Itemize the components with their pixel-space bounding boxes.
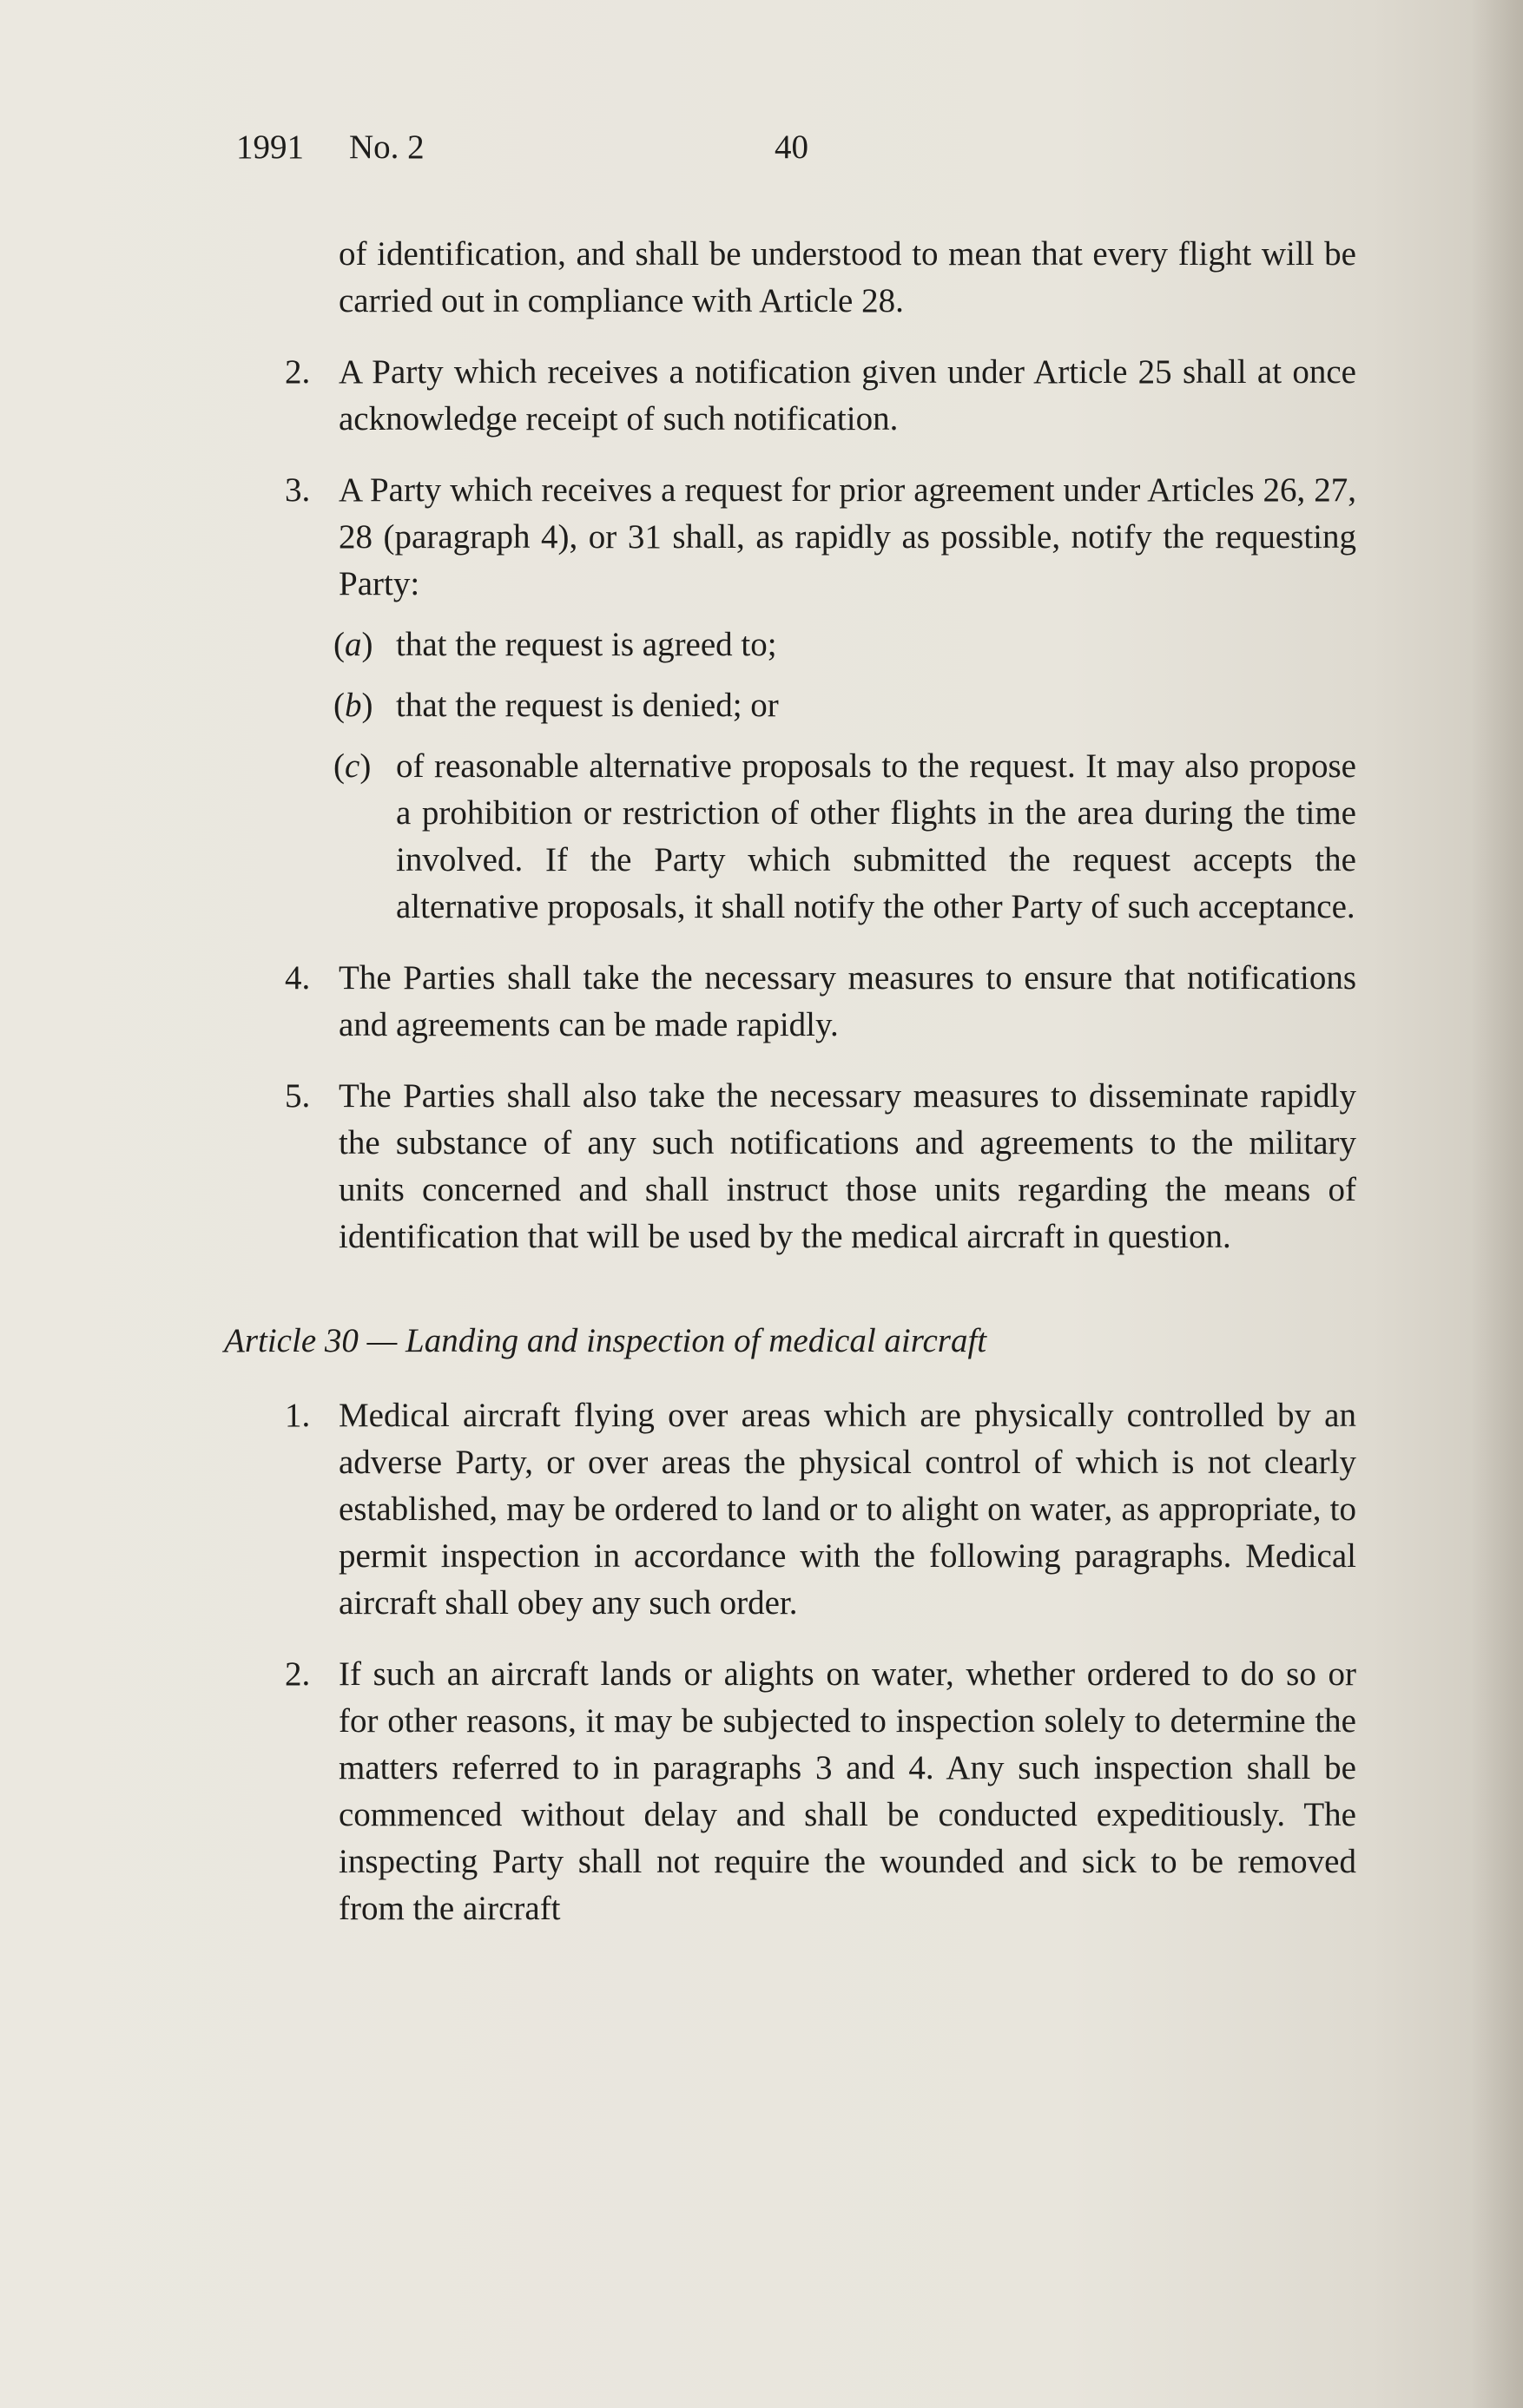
- paragraph-3: [260, 467, 1356, 608]
- paragraph-4: [260, 955, 1356, 1049]
- paragraph-text: A Party which receives a notification given under Article 25 shall at once acknowledge receipt of such notification.: [339, 353, 1356, 438]
- subitem-label: (c): [333, 747, 372, 785]
- paragraph-number: 1.: [285, 1397, 311, 1434]
- article-heading: Article 30 — Landing and inspection of medical aircraft: [224, 1322, 987, 1359]
- subitem-a: [260, 622, 1356, 668]
- paragraph-text: If such an aircraft lands or alights on water, whether ordered to do so or for other reasons, it may be subjected to inspection solely to determine the matters referred to in paragraphs 3 and 4. Any such inspection shall be commenced without delay and shall be conducted expeditiously. The inspecting Party shall not require the wounded and sick to be removed from the aircraft: [339, 1655, 1356, 1927]
- paragraph-text: The Parties shall also take the necessary measures to disseminate rapidly the substance of any such notifications and agreements to the military units concerned and shall instruct those units regarding the means of identification that will be used by the medical aircraft in question.: [339, 1077, 1356, 1255]
- subitem-c: [260, 743, 1356, 931]
- subitem-b: [260, 682, 1356, 729]
- article-paragraph-2: [260, 1651, 1356, 1932]
- article-paragraph-1: [260, 1392, 1356, 1627]
- paragraph-number: 2.: [285, 1655, 311, 1693]
- paragraph-2: [260, 349, 1356, 443]
- paragraph-text: A Party which receives a request for prior agreement under Articles 26, 27, 28 (paragraph 4), or 31 shall, as rapidly as possible, notify the requesting Party:: [339, 471, 1356, 602]
- page-header: [236, 127, 808, 168]
- paragraph-number: 2.: [285, 353, 311, 391]
- subitem-label: (a): [333, 626, 373, 663]
- page-edge-shadow: [1471, 0, 1523, 2408]
- page-number: 40: [775, 128, 808, 166]
- subitem-label: (b): [333, 687, 373, 724]
- paragraph-text: The Parties shall take the necessary measures to ensure that notifications and agreements can be made rapidly.: [339, 959, 1356, 1043]
- continuation-paragraph: of identification, and shall be understood to mean that every flight will be carried out in compliance with Article 28.: [339, 235, 1356, 319]
- subitem-text: that the request is denied; or: [396, 687, 779, 724]
- document-body: [224, 231, 1356, 1932]
- paragraph-number: 4.: [285, 959, 311, 997]
- subitem-text: that the request is agreed to;: [396, 626, 777, 663]
- subitem-text: of reasonable alternative proposals to the request. It may also propose a prohibition or restriction of other flights in the area during the time involved. If the Party which submitted the request accepts the alternative proposals, it shall notify the other Party of such acceptance.: [396, 747, 1356, 925]
- paragraph-number: 3.: [285, 471, 311, 509]
- paragraph-text: Medical aircraft flying over areas which are physically controlled by an adverse Party, or over areas the physical control of which is not clearly established, may be ordered to land or to alight on water, as appropriate, to permit inspection in accordance with the following paragraphs. Medical aircraft shall obey any such order.: [339, 1397, 1356, 1622]
- header-number: No. 2: [349, 128, 425, 166]
- header-year: 1991: [236, 128, 304, 166]
- paragraph-number: 5.: [285, 1077, 311, 1115]
- paragraph-5: [260, 1073, 1356, 1260]
